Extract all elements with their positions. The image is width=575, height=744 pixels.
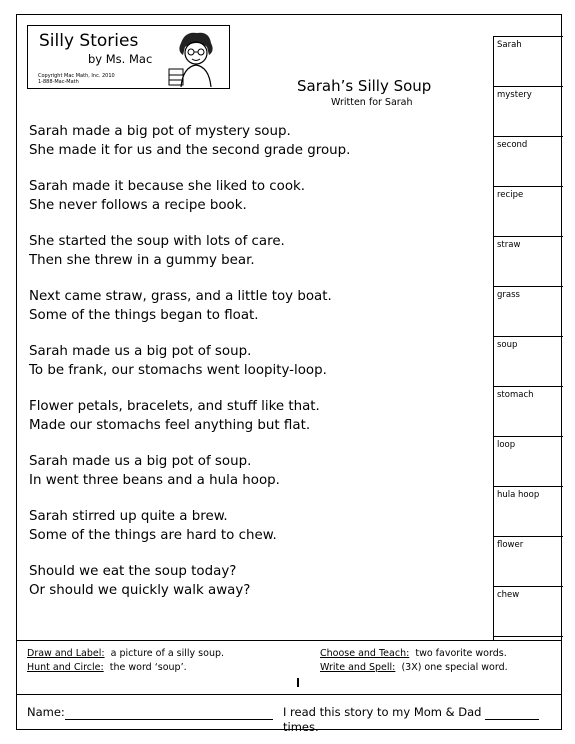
verse-line: She never follows a recipe book. — [29, 197, 247, 213]
vocab-cell: hula hoop — [494, 487, 563, 537]
verse-line: In went three beans and a hula hoop. — [29, 472, 280, 488]
copyright-text: Copyright Mac Math, Inc. 2010 — [38, 73, 115, 79]
instruction-write — [320, 662, 508, 673]
verse-line: Sarah made us a big pot of soup. — [29, 344, 252, 359]
vocab-cell: loop — [494, 437, 563, 487]
instruction-text: a picture of a silly soup. — [110, 648, 225, 659]
logo-box — [27, 25, 230, 89]
verse — [29, 563, 479, 600]
footer-divider — [17, 694, 561, 695]
instruction-label: Choose and Teach: — [320, 648, 410, 659]
verse — [29, 288, 479, 325]
verse-line: Sarah made it because she liked to cook. — [29, 179, 306, 194]
verse — [29, 233, 479, 270]
story-subtitle: Written for Sarah — [331, 97, 413, 108]
vocab-cell: soup — [494, 337, 563, 387]
vocabulary-column — [493, 36, 563, 640]
center-tick-mark — [297, 678, 299, 687]
instruction-hunt — [27, 662, 187, 673]
logo-title: Silly Stories — [39, 31, 139, 51]
instruction-label: Hunt and Circle: — [27, 662, 104, 673]
vocab-cell: chew — [494, 587, 563, 637]
verse-line: Flower petals, bracelets, and stuff like that. — [29, 399, 320, 414]
verse — [29, 398, 479, 435]
verse-line: Made our stomachs feel anything but flat. — [29, 417, 311, 433]
times-label: times. — [283, 720, 319, 734]
story-verses — [29, 123, 479, 618]
vocab-cell: grass — [494, 287, 563, 337]
instructions-divider — [17, 640, 561, 641]
vocab-cell: flower — [494, 537, 563, 587]
story-title: Sarah’s Silly Soup — [297, 77, 432, 95]
vocab-cell: stomach — [494, 387, 563, 437]
instruction-text: two favorite words. — [415, 648, 507, 659]
instruction-choose — [320, 648, 507, 659]
verse — [29, 178, 479, 215]
vocab-cell: Sarah — [494, 37, 563, 87]
vocab-cell: straw — [494, 237, 563, 287]
instruction-draw — [27, 648, 224, 659]
verse — [29, 123, 479, 160]
verse-line: Should we eat the soup today? — [29, 564, 237, 579]
name-field[interactable] — [27, 705, 273, 720]
logo-copyright — [38, 73, 115, 85]
instruction-label: Draw and Label: — [27, 648, 105, 659]
verse-line: Some of the things are hard to chew. — [29, 527, 277, 543]
verse-line: Some of the things began to float. — [29, 307, 259, 323]
name-blank[interactable] — [65, 705, 273, 720]
verse — [29, 453, 479, 490]
vocab-cell: recipe — [494, 187, 563, 237]
teacher-cartoon-icon — [167, 29, 223, 87]
instruction-label: Write and Spell: — [320, 662, 396, 673]
verse-line: She started the soup with lots of care. — [29, 234, 285, 249]
name-label: Name: — [27, 705, 65, 719]
verse — [29, 508, 479, 545]
instruction-text: (3X) one special word. — [401, 662, 508, 673]
worksheet-page — [16, 14, 562, 734]
verse-line: Next came straw, grass, and a little toy boat. — [29, 289, 332, 304]
verse-line: Sarah made a big pot of mystery soup. — [29, 124, 291, 139]
logo-byline: by Ms. Mac — [88, 52, 153, 66]
phone-text: 1-888-Mac-Math — [38, 79, 79, 85]
verse-line: Sarah stirred up quite a brew. — [29, 509, 228, 524]
verse — [29, 343, 479, 380]
verse-line: Or should we quickly walk away? — [29, 582, 251, 598]
verse-line: Then she threw in a gummy bear. — [29, 252, 255, 268]
read-text: I read this story to my Mom & Dad — [283, 705, 482, 719]
verse-line: She made it for us and the second grade group. — [29, 142, 351, 158]
verse-line: To be frank, our stomachs went loopity-loop. — [29, 362, 327, 378]
vocab-cell: second — [494, 137, 563, 187]
reading-log — [283, 705, 561, 734]
verse-line: Sarah made us a big pot of soup. — [29, 454, 252, 469]
instruction-text: the word ‘soup’. — [109, 662, 187, 673]
vocab-cell: mystery — [494, 87, 563, 137]
times-blank[interactable] — [485, 705, 539, 720]
